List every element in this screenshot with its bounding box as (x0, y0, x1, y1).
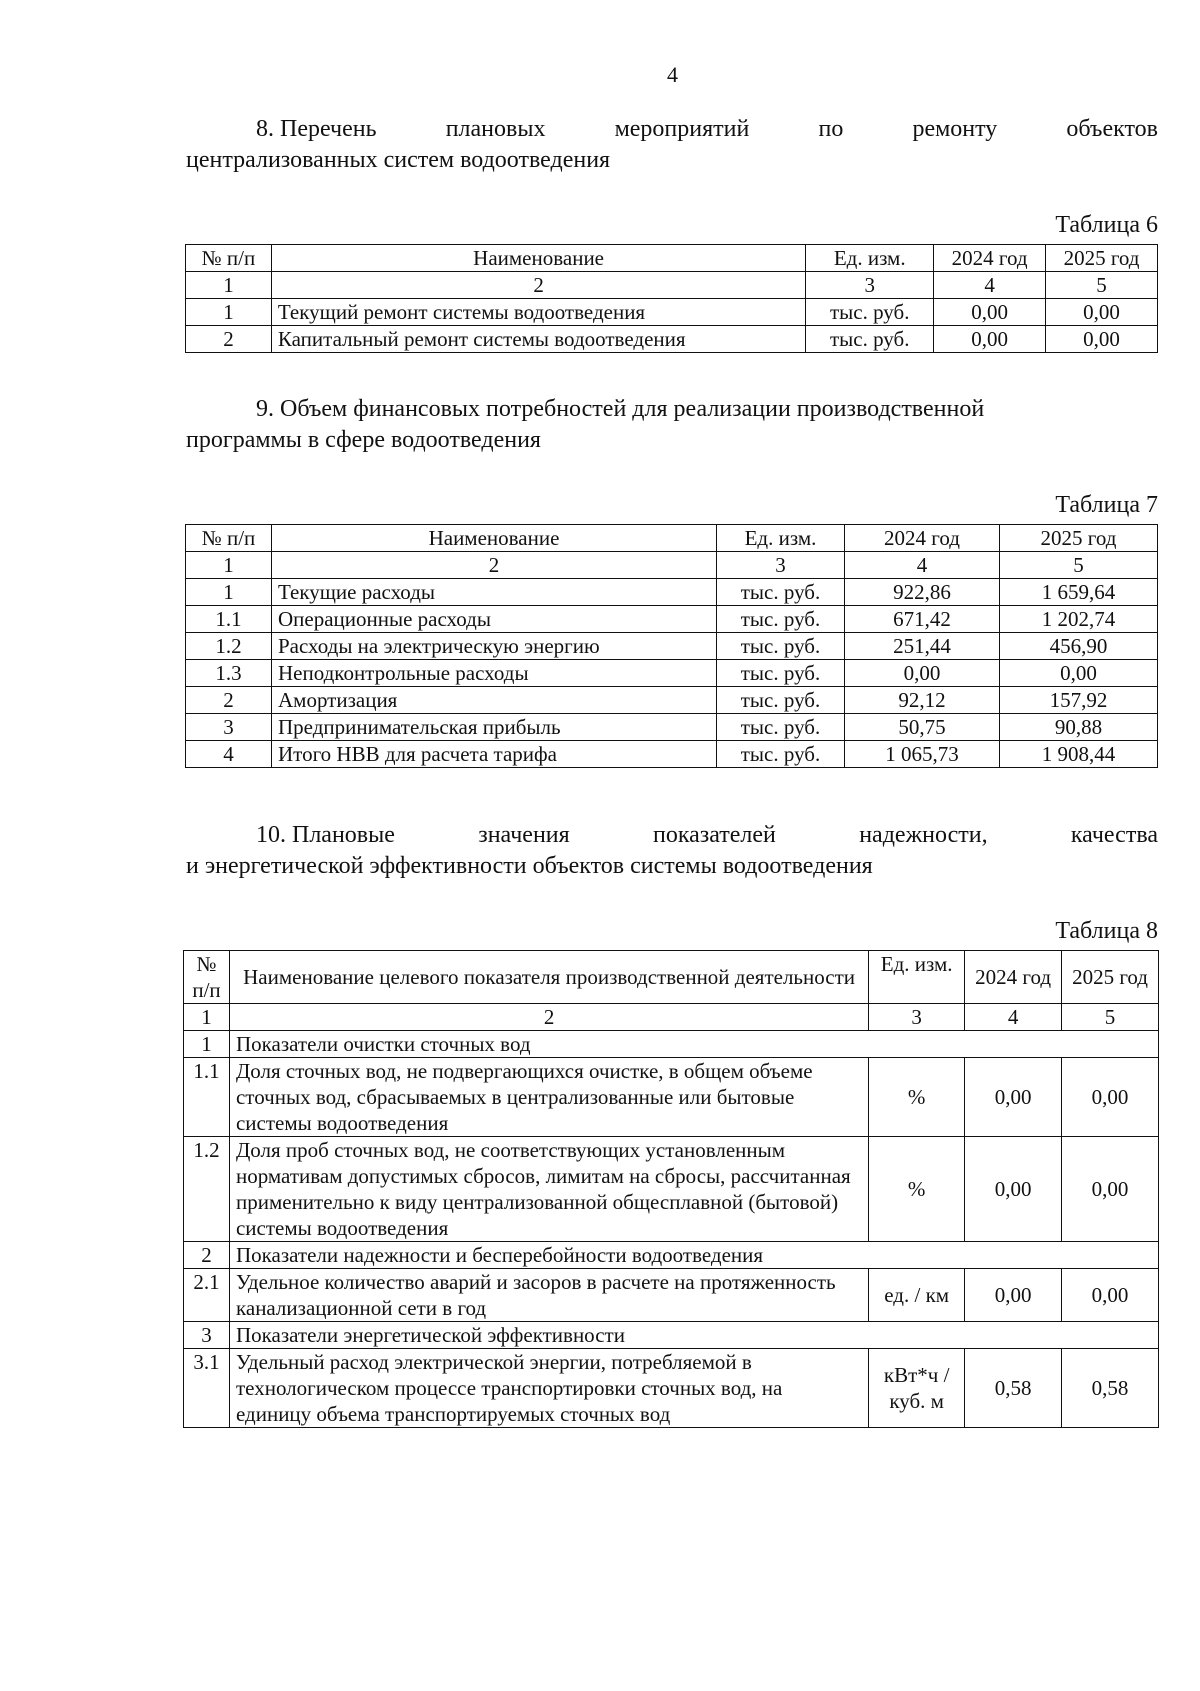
table-row (186, 633, 1158, 660)
column-number: 4 (845, 552, 1000, 579)
heading-word: 10. Плановые (256, 822, 395, 848)
heading-word: по (818, 116, 844, 142)
table-row (186, 741, 1158, 768)
heading-line-2: программы в сфере водоотведения (186, 427, 541, 453)
group-num: 2 (184, 1242, 230, 1269)
page-number: 4 (667, 62, 678, 87)
table-row (186, 660, 1158, 687)
table-row (184, 1137, 1159, 1242)
row-value-2025: 0,00 (1046, 299, 1158, 326)
header-name: Наименование (271, 245, 805, 272)
row-num: 1.1 (186, 606, 272, 633)
row-name: Неподконтрольные расходы (272, 660, 717, 687)
column-number-row (184, 1004, 1159, 1031)
header-num: № п/п (186, 245, 272, 272)
table-row (186, 687, 1158, 714)
row-value-2024: 0,00 (965, 1269, 1062, 1322)
column-number: 3 (869, 1004, 965, 1031)
table-8-caption: Таблица 8 (1055, 918, 1158, 944)
row-unit: тыс. руб. (717, 741, 845, 768)
row-name: Капитальный ремонт системы водоотведения (271, 326, 805, 353)
group-num: 1 (184, 1031, 230, 1058)
table-header-row (184, 951, 1159, 1004)
row-unit: тыс. руб. (806, 326, 934, 353)
row-unit: тыс. руб. (717, 714, 845, 741)
column-number: 1 (184, 1004, 230, 1031)
row-unit: тыс. руб. (717, 660, 845, 687)
column-number: 4 (934, 272, 1046, 299)
heading-word: надежности, (859, 822, 988, 848)
column-number: 3 (806, 272, 934, 299)
row-num: 2 (186, 687, 272, 714)
row-num: 3.1 (184, 1349, 230, 1428)
header-num: № п/п (184, 951, 230, 1004)
row-value-2024: 1 065,73 (845, 741, 1000, 768)
row-num: 1 (186, 579, 272, 606)
row-name: Предпринимательская прибыль (272, 714, 717, 741)
row-value-2024: 922,86 (845, 579, 1000, 606)
table-row (186, 326, 1158, 353)
table-row (186, 579, 1158, 606)
table-row (184, 1058, 1159, 1137)
section-8-heading (186, 114, 1158, 176)
header-2024: 2024 год (934, 245, 1046, 272)
group-title: Показатели надежности и бесперебойности водоотведения (229, 1242, 1158, 1269)
row-value-2024: 251,44 (845, 633, 1000, 660)
row-value-2025: 0,00 (1062, 1269, 1159, 1322)
row-unit: тыс. руб. (717, 606, 845, 633)
table-row (186, 299, 1158, 326)
row-unit: % (869, 1137, 965, 1242)
row-name: Амортизация (272, 687, 717, 714)
row-value-2025: 1 202,74 (1000, 606, 1158, 633)
column-number: 2 (271, 272, 805, 299)
row-num: 1.3 (186, 660, 272, 687)
row-unit: тыс. руб. (717, 687, 845, 714)
group-row (184, 1322, 1159, 1349)
row-unit: тыс. руб. (717, 633, 845, 660)
row-unit: ед. / км (869, 1269, 965, 1322)
column-number: 5 (1000, 552, 1158, 579)
row-unit: тыс. руб. (806, 299, 934, 326)
group-row (184, 1242, 1159, 1269)
section-10-heading (186, 820, 1158, 882)
row-name: Удельный расход электрической энергии, потребляемой в технологическом процессе транспортировки сточных вод, на единицу объема транспортируемых сточных вод (229, 1349, 868, 1428)
row-value-2024: 92,12 (845, 687, 1000, 714)
table-7 (185, 524, 1158, 768)
row-value-2025: 1 659,64 (1000, 579, 1158, 606)
column-number: 2 (229, 1004, 868, 1031)
row-value-2024: 0,00 (965, 1137, 1062, 1242)
row-num: 3 (186, 714, 272, 741)
column-number: 5 (1046, 272, 1158, 299)
table-8 (183, 950, 1159, 1428)
row-value-2025: 0,00 (1062, 1058, 1159, 1137)
section-9-heading (186, 394, 1158, 456)
row-value-2024: 671,42 (845, 606, 1000, 633)
column-number: 4 (965, 1004, 1062, 1031)
heading-line-2: и энергетической эффективности объектов системы водоотведения (186, 853, 873, 879)
column-number: 3 (717, 552, 845, 579)
column-number: 2 (272, 552, 717, 579)
table-6-caption: Таблица 6 (1055, 212, 1158, 238)
column-number-row (186, 552, 1158, 579)
row-value-2025: 0,00 (1046, 326, 1158, 353)
table-row (184, 1349, 1159, 1428)
header-2024: 2024 год (965, 951, 1062, 1004)
heading-line-1: 9. Объем финансовых потребностей для реализации производственной (256, 396, 985, 422)
row-value-2025: 90,88 (1000, 714, 1158, 741)
row-name: Текущие расходы (272, 579, 717, 606)
group-title: Показатели очистки сточных вод (229, 1031, 1158, 1058)
heading-line-2: централизованных систем водоотведения (186, 147, 611, 173)
header-2024: 2024 год (845, 525, 1000, 552)
header-unit: Ед. изм. (717, 525, 845, 552)
heading-word: ремонту (912, 116, 998, 142)
row-value-2025: 0,00 (1062, 1137, 1159, 1242)
table-row (186, 606, 1158, 633)
header-name: Наименование целевого показателя производственной деятельности (229, 951, 868, 1004)
row-name: Расходы на электрическую энергию (272, 633, 717, 660)
row-num: 1.1 (184, 1058, 230, 1137)
heading-word: объектов (1066, 116, 1158, 142)
header-2025: 2025 год (1000, 525, 1158, 552)
table-header-row (186, 245, 1158, 272)
column-number: 5 (1062, 1004, 1159, 1031)
row-value-2024: 0,00 (934, 299, 1046, 326)
row-num: 1.2 (186, 633, 272, 660)
row-num: 4 (186, 741, 272, 768)
column-number: 1 (186, 272, 272, 299)
row-name: Удельное количество аварий и засоров в расчете на протяженность канализационной сети в год (229, 1269, 868, 1322)
group-title: Показатели энергетической эффективности (229, 1322, 1158, 1349)
row-name: Операционные расходы (272, 606, 717, 633)
row-num: 2.1 (184, 1269, 230, 1322)
column-number: 1 (186, 552, 272, 579)
row-num: 2 (186, 326, 272, 353)
header-unit: Ед. изм. (806, 245, 934, 272)
heading-word: значения (478, 822, 570, 848)
row-unit: % (869, 1058, 965, 1137)
row-unit: кВт*ч / куб. м (869, 1349, 965, 1428)
row-value-2025: 1 908,44 (1000, 741, 1158, 768)
group-num: 3 (184, 1322, 230, 1349)
row-name: Итого НВВ для расчета тарифа (272, 741, 717, 768)
row-unit: тыс. руб. (717, 579, 845, 606)
group-row (184, 1031, 1159, 1058)
heading-word: качества (1070, 822, 1158, 848)
row-value-2025: 157,92 (1000, 687, 1158, 714)
row-name: Доля сточных вод, не подвергающихся очистке, в общем объеме сточных вод, сбрасываемых в централизованные или бытовые системы водоотведения (229, 1058, 868, 1137)
row-value-2025: 0,00 (1000, 660, 1158, 687)
table-7-caption: Таблица 7 (1055, 492, 1158, 518)
table-header-row (186, 525, 1158, 552)
row-name: Доля проб сточных вод, не соответствующих установленным нормативам допустимых сбросов, лимитам на сбросы, рассчитанная применительно к виду централизованной общесплавной (бытовой) системы водоотведения (229, 1137, 868, 1242)
row-value-2024: 0,00 (965, 1058, 1062, 1137)
heading-word: показателей (652, 822, 776, 848)
row-value-2024: 0,58 (965, 1349, 1062, 1428)
row-value-2024: 0,00 (934, 326, 1046, 353)
table-row (184, 1269, 1159, 1322)
header-name: Наименование (272, 525, 717, 552)
row-value-2025: 456,90 (1000, 633, 1158, 660)
row-value-2024: 0,00 (845, 660, 1000, 687)
heading-word: 8. Перечень (256, 116, 377, 142)
row-num: 1.2 (184, 1137, 230, 1242)
heading-word: плановых (445, 116, 546, 142)
row-num: 1 (186, 299, 272, 326)
header-2025: 2025 год (1046, 245, 1158, 272)
column-number-row (186, 272, 1158, 299)
table-row (186, 714, 1158, 741)
header-unit: Ед. изм. (869, 951, 965, 1004)
row-value-2024: 50,75 (845, 714, 1000, 741)
header-2025: 2025 год (1062, 951, 1159, 1004)
heading-word: мероприятий (614, 116, 750, 142)
row-value-2025: 0,58 (1062, 1349, 1159, 1428)
header-num: № п/п (186, 525, 272, 552)
row-name: Текущий ремонт системы водоотведения (271, 299, 805, 326)
table-6 (185, 244, 1158, 353)
